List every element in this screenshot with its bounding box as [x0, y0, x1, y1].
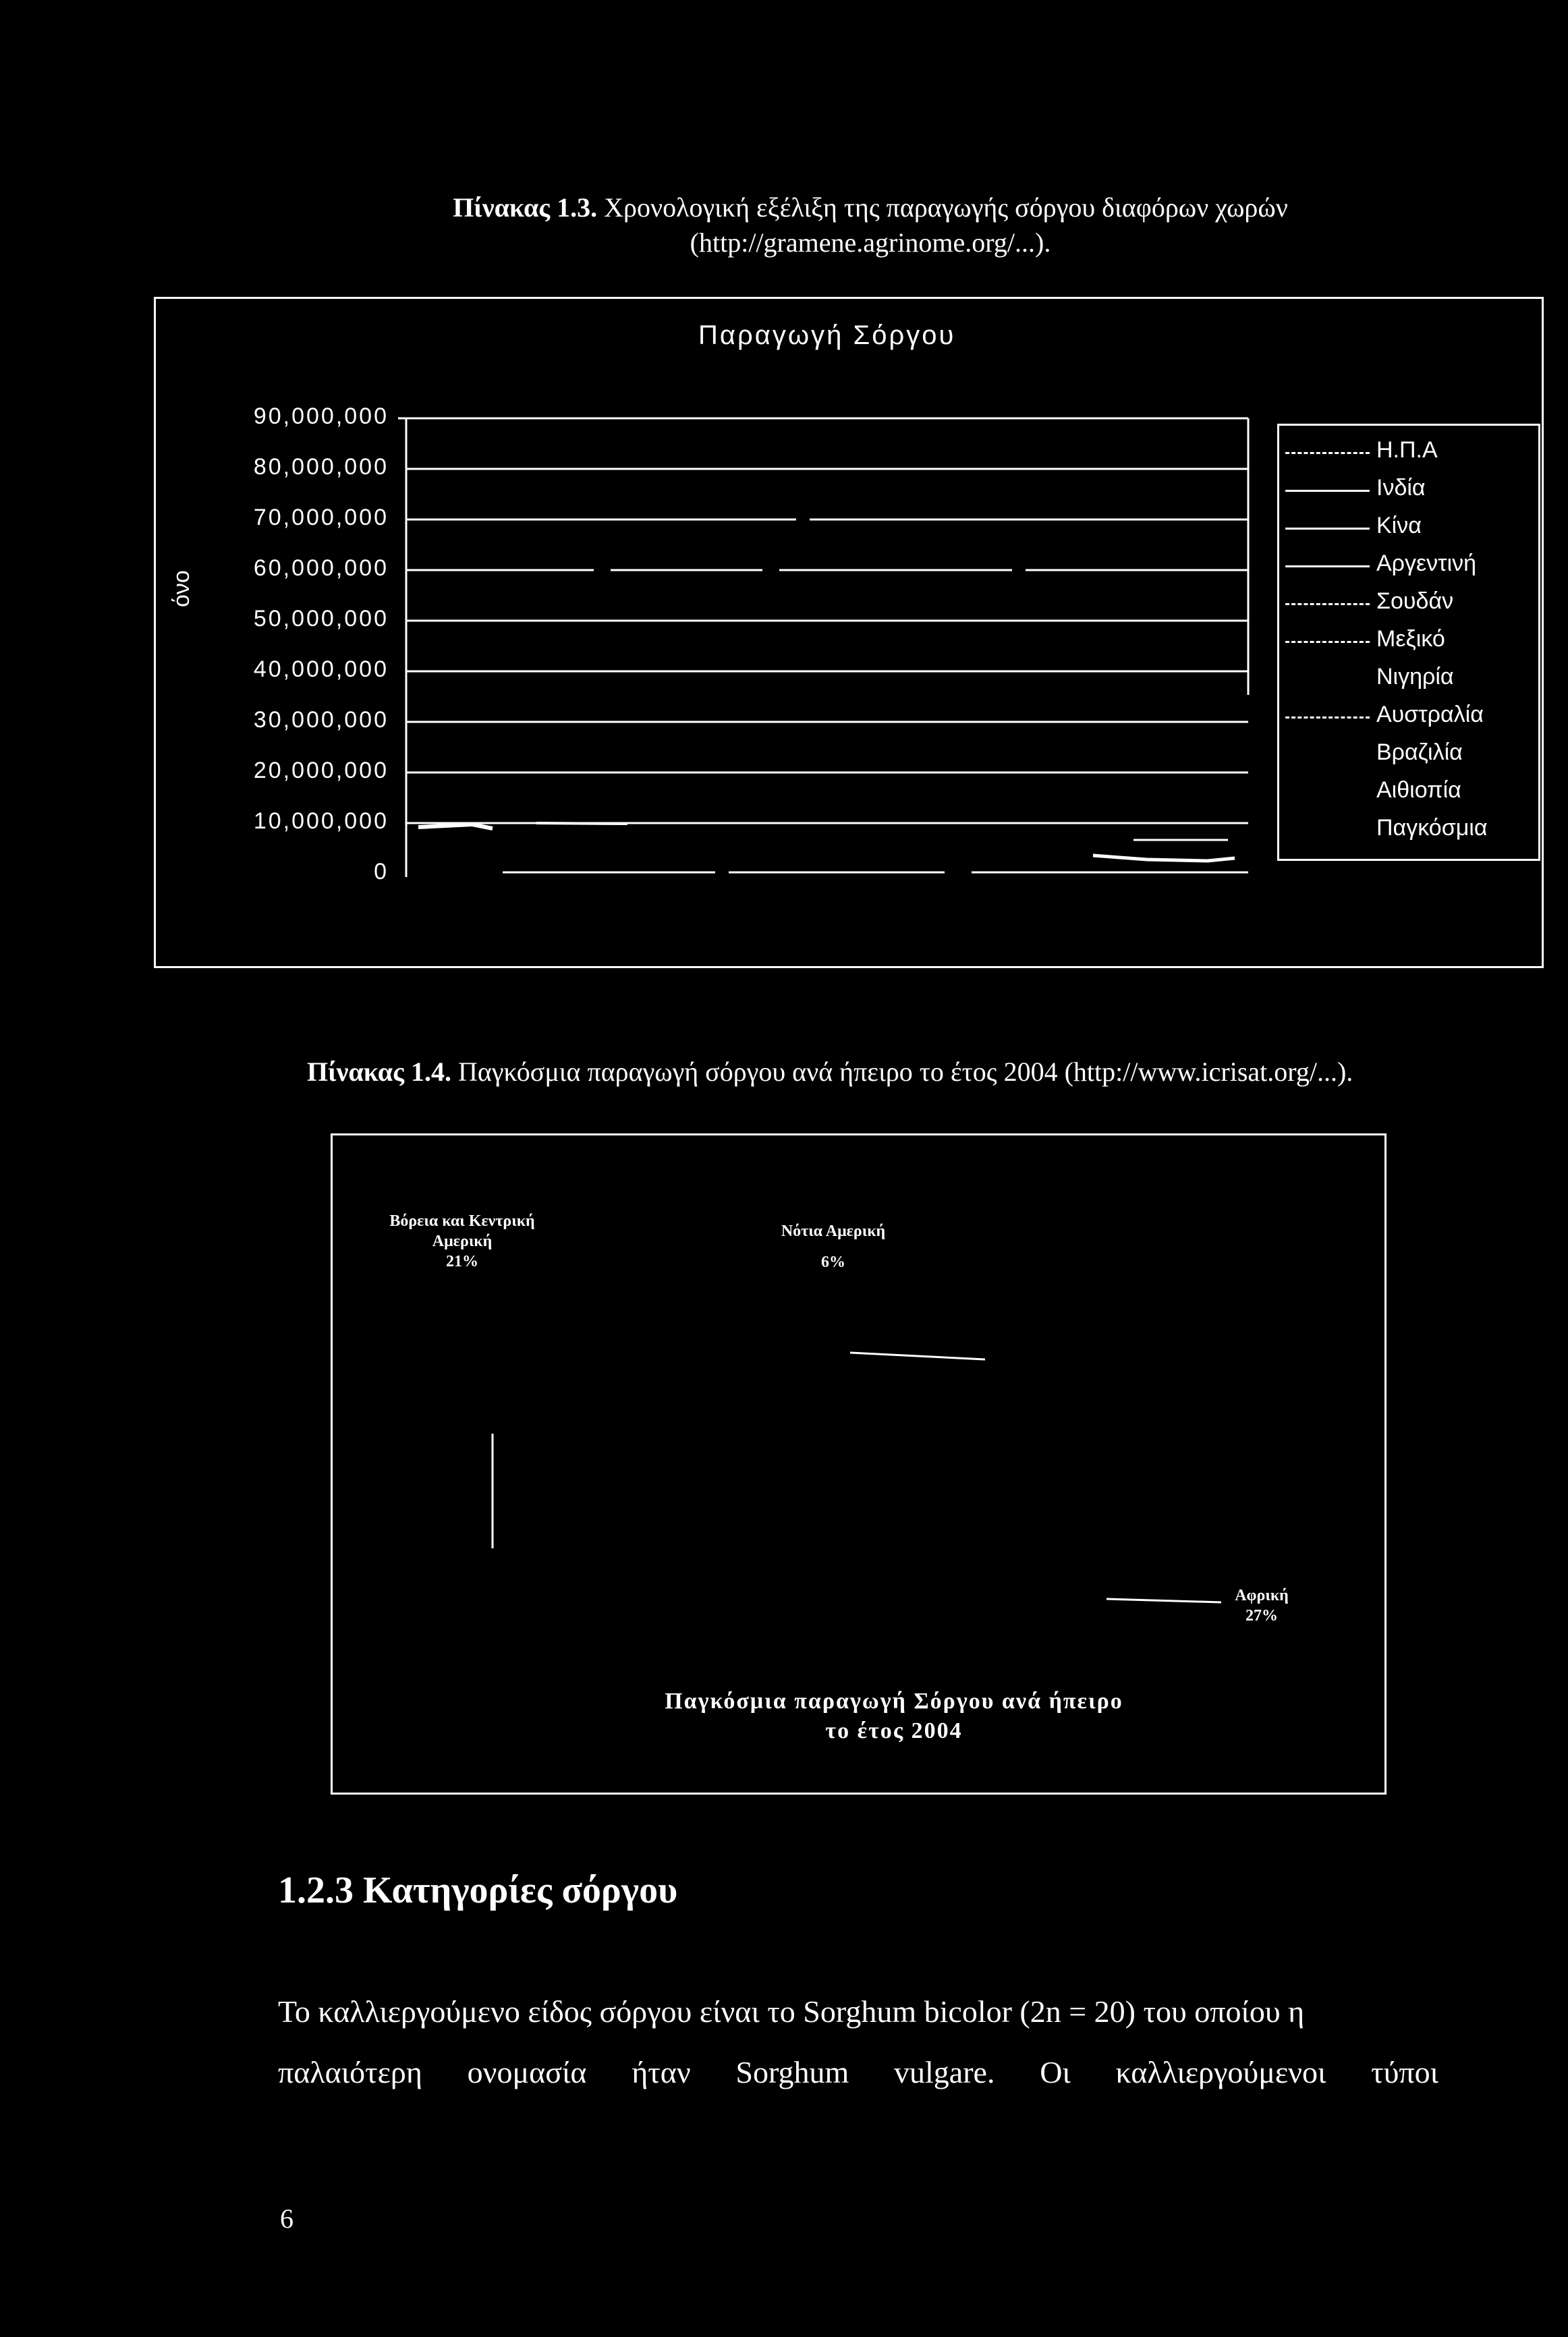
- legend-label: Σουδάν: [1376, 588, 1454, 614]
- legend-label: Αργεντινή: [1376, 551, 1477, 576]
- paragraph-word: καλλιεργούμενοι: [1115, 2055, 1326, 2089]
- pie-slice-percent: 21%: [446, 1253, 478, 1270]
- legend-label: Παγκόσμια: [1376, 815, 1488, 841]
- y-tick-label: 70,000,000: [253, 505, 389, 530]
- series-lines: [418, 823, 1248, 872]
- y-tick-label: 60,000,000: [253, 555, 389, 581]
- table-caption-2: [307, 1056, 1353, 1088]
- pie-slice-label-north-central-america: [337, 1211, 587, 1272]
- line-chart-title: Παραγωγή Σόργου: [698, 320, 956, 350]
- section-heading: 1.2.3 Κατηγορίες σόργου: [278, 1869, 678, 1911]
- caption-1-source: (http://gramene.agrinome.org/...).: [690, 227, 1051, 258]
- legend-label: Κίνα: [1376, 513, 1422, 538]
- paragraph-word: ήταν: [632, 2055, 691, 2089]
- legend-label: Νιγηρία: [1376, 664, 1454, 689]
- legend-line-sample: [1285, 528, 1370, 530]
- legend-line-sample: [1285, 603, 1370, 605]
- legend-line-sample: [1285, 641, 1370, 643]
- pie-slice-percent: 6%: [821, 1254, 845, 1271]
- legend-label: Βραζιλία: [1376, 739, 1463, 765]
- paragraph-word: Οι: [1040, 2055, 1071, 2089]
- pie-slice-name: Βόρεια και Κεντρική: [389, 1212, 535, 1230]
- pie-chart-title: [594, 1687, 1194, 1746]
- y-tick-label: 30,000,000: [253, 707, 389, 733]
- pie-slice-percent: 27%: [1245, 1607, 1278, 1625]
- pie-slice-label-africa: [1214, 1585, 1309, 1626]
- legend-label: Η.Π.Α: [1376, 437, 1438, 463]
- pie-slice-name: Αμερική: [432, 1233, 493, 1250]
- y-tick-label: 0: [374, 859, 389, 884]
- paragraph-line-1: Το καλλιεργούμενο είδος σόργου είναι το Sorghum bicolor (2n = 20) του οποίου η: [278, 1994, 1305, 2029]
- y-tick-label: 40,000,000: [253, 656, 389, 682]
- caption-2-number: Πίνακας 1.4.: [307, 1057, 451, 1087]
- y-tick-label: 20,000,000: [253, 758, 389, 783]
- line-chart-ylabel: όνο: [169, 570, 194, 607]
- pie-chart-title-line1: Παγκόσμια παραγωγή Σόργου ανά ήπειρο: [665, 1689, 1123, 1714]
- gridlines: [406, 418, 1248, 823]
- legend-line-sample: [1285, 565, 1370, 567]
- legend-label: Αιθιοπία: [1376, 777, 1461, 803]
- pie-slice-label-south-america: [742, 1221, 924, 1272]
- paragraph-word: ονομασία: [467, 2055, 587, 2089]
- paragraph-word: τύποι: [1371, 2055, 1438, 2089]
- y-tick-label: 10,000,000: [253, 808, 389, 834]
- legend-line-sample: [1285, 716, 1370, 719]
- y-tick-label: 80,000,000: [253, 454, 389, 480]
- legend-line-sample: [1285, 490, 1370, 492]
- pie-chart-title-line2: το έτος 2004: [825, 1718, 963, 1743]
- caption-1-number: Πίνακας 1.3.: [453, 192, 598, 223]
- paragraph-word: παλαιότερη: [278, 2055, 422, 2089]
- legend-label: Αυστραλία: [1376, 702, 1484, 727]
- paragraph-word: vulgare.: [894, 2055, 995, 2089]
- page-number: 6: [280, 2203, 293, 2234]
- y-tick-label: 50,000,000: [253, 606, 389, 631]
- pie-slice-name: Νότια Αμερική: [781, 1222, 886, 1240]
- y-tick-label: 90,000,000: [253, 403, 389, 429]
- caption-2-text: Παγκόσμια παραγωγή σόργου ανά ήπειρο το έτος 2004 (http://www.icrisat.org/...).: [457, 1057, 1353, 1087]
- paragraph-line-2: [278, 2054, 1438, 2090]
- pie-slice-name: Αφρική: [1235, 1587, 1289, 1604]
- caption-1-text: Χρονολογική εξέλιξη της παραγωγής σόργου διαφόρων χωρών: [604, 192, 1288, 223]
- legend-label: Ινδία: [1376, 475, 1426, 501]
- legend-label: Μεξικό: [1376, 626, 1445, 652]
- paragraph-word: Sorghum: [735, 2055, 849, 2089]
- legend-line-sample: [1285, 452, 1370, 454]
